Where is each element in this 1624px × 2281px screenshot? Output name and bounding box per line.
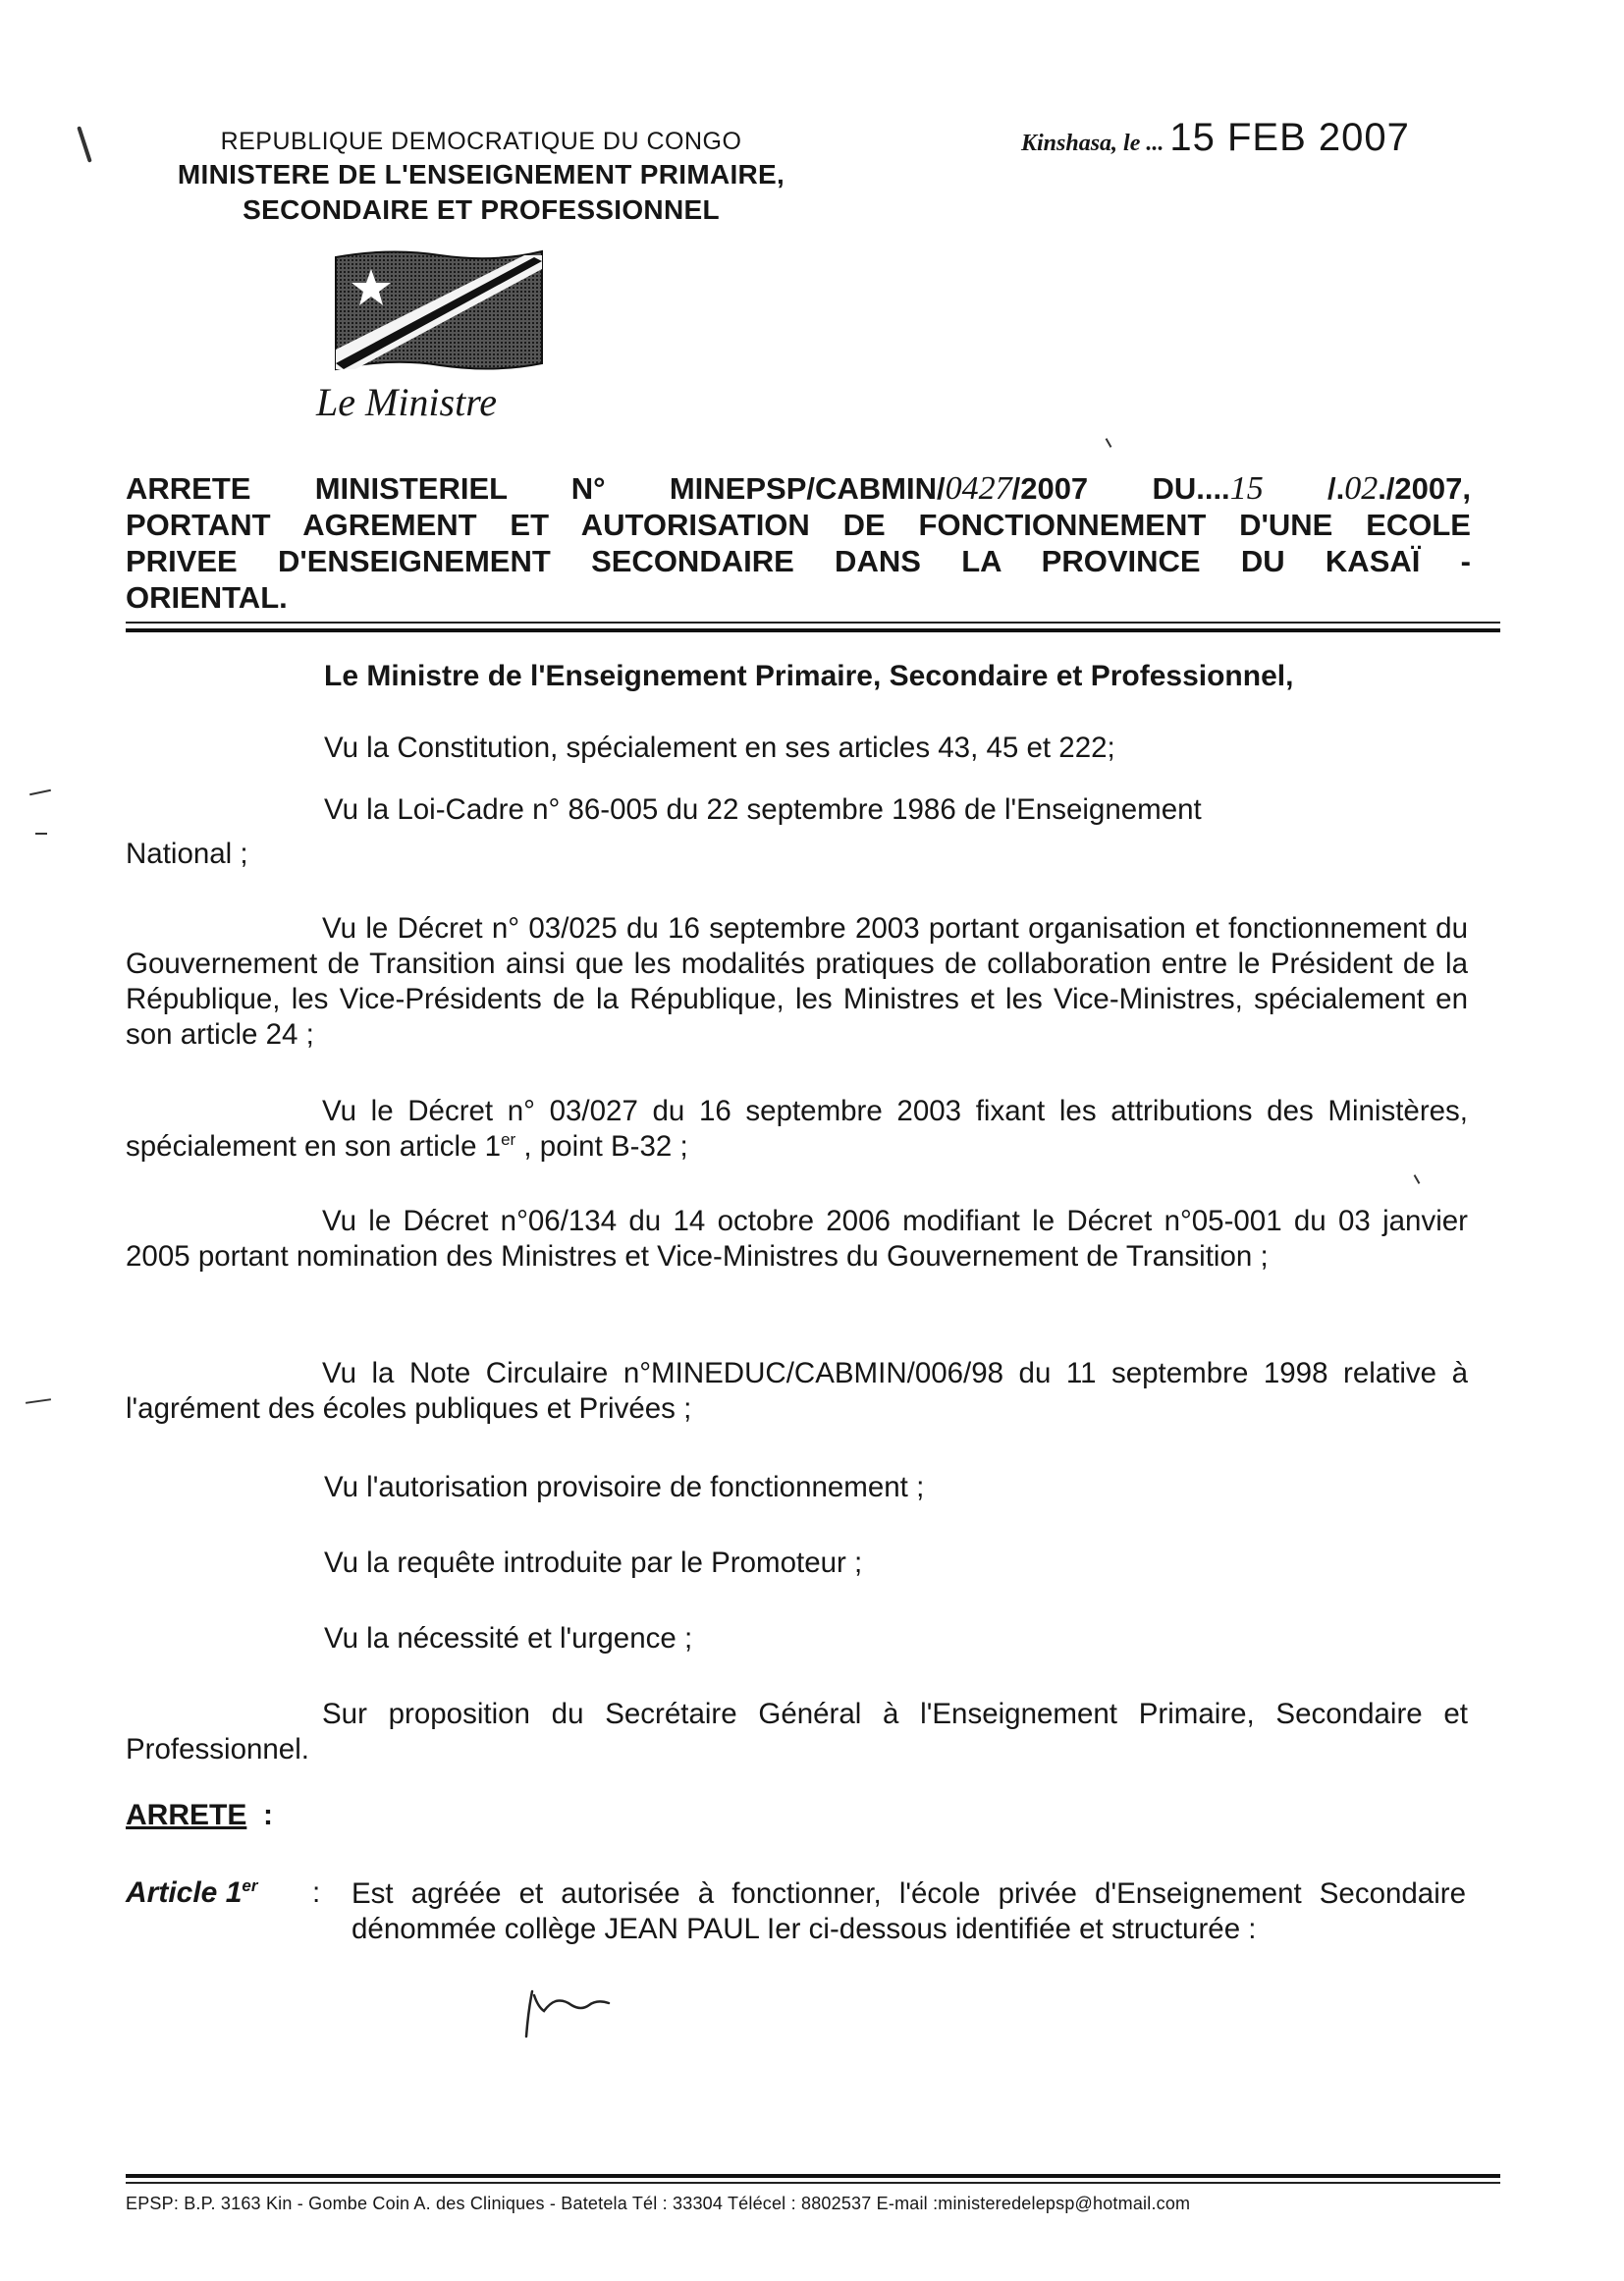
vu-constitution: Vu la Constitution, spécialement en ses articles 43, 45 et 222; bbox=[324, 732, 1115, 764]
arrete-heading: ARRETE bbox=[126, 1799, 247, 1831]
title-text: ARRETE MINISTERIEL N° MINEPSP/CABMIN/ bbox=[126, 471, 946, 506]
vu-decret-03-027 bbox=[126, 1094, 1468, 1165]
divider bbox=[126, 628, 1500, 632]
paragraph-text: Sur proposition du Secrétaire Général à l'Enseignement Primaire, Secondaire et Professionnel. bbox=[126, 1698, 1468, 1765]
ministry-name-line-1: MINISTERE DE L'ENSEIGNEMENT PRIMAIRE, bbox=[177, 159, 785, 190]
intro-heading: Le Ministre de l'Enseignement Primaire, Secondaire et Professionnel, bbox=[324, 660, 1294, 692]
footer-divider bbox=[126, 2174, 1500, 2178]
scan-mark bbox=[35, 833, 47, 835]
republic-name: REPUBLIQUE DEMOCRATIQUE DU CONGO bbox=[220, 128, 742, 155]
title-text: ./2007, bbox=[1378, 471, 1472, 506]
decree-title-line-4: ORIENTAL. bbox=[126, 580, 288, 615]
divider bbox=[126, 622, 1500, 624]
title-text: /. bbox=[1263, 471, 1345, 506]
dateline-prefix: Kinshasa, le bbox=[1021, 131, 1141, 156]
handwritten-decree-number: 0427 bbox=[945, 470, 1012, 507]
decree-title-line-3: PRIVEE D'ENSEIGNEMENT SECONDAIRE DANS LA PROVINCE DU KASAÏ - bbox=[126, 544, 1471, 578]
decree-title-line-1 bbox=[126, 471, 1471, 507]
vu-necessite: Vu la nécessité et l'urgence ; bbox=[324, 1622, 693, 1655]
handwritten-initials bbox=[520, 1982, 614, 2040]
scan-mark bbox=[1414, 1174, 1421, 1184]
flag-emblem bbox=[332, 247, 546, 373]
paragraph-text: , point B-32 ; bbox=[515, 1130, 688, 1163]
vu-loi-cadre: Vu la Loi-Cadre n° 86-005 du 22 septembre 1986 de l'Enseignement bbox=[324, 793, 1202, 826]
vu-requete: Vu la requête introduite par le Promoteur ; bbox=[324, 1547, 863, 1579]
arrete-colon: : bbox=[263, 1799, 273, 1831]
decree-title-line-2: PORTANT AGREMENT ET AUTORISATION DE FONCTIONNEMENT D'UNE ECOLE bbox=[126, 508, 1471, 542]
article-colon: : bbox=[312, 1876, 321, 1909]
superscript: er bbox=[501, 1130, 516, 1150]
title-text: /2007 DU.... bbox=[1011, 471, 1230, 506]
vu-decret-06-134 bbox=[126, 1204, 1468, 1275]
vu-autorisation: Vu l'autorisation provisoire de fonctionnement ; bbox=[324, 1471, 925, 1503]
footer-divider bbox=[126, 2182, 1500, 2184]
sur-proposition bbox=[126, 1697, 1468, 1767]
paragraph-text: Vu la Note Circulaire n°MINEDUC/CABMIN/006/98 du 11 septembre 1998 relative à l'agrément des écoles publiques et Privées ; bbox=[126, 1357, 1468, 1425]
date-stamp: 15 FEB 2007 bbox=[1169, 116, 1410, 159]
dateline-dots: ... bbox=[1146, 131, 1164, 156]
handwritten-month: 02 bbox=[1344, 470, 1379, 507]
scan-mark bbox=[1106, 438, 1112, 448]
dateline bbox=[1021, 116, 1410, 160]
vu-loi-cadre-continued: National ; bbox=[126, 838, 248, 870]
article-label-text: Article 1 bbox=[126, 1876, 243, 1909]
article-1-label bbox=[126, 1876, 257, 1910]
footer-contact: EPSP: B.P. 3163 Kin - Gombe Coin A. des Cliniques - Batetela Tél : 33304 Télécel : 8802537 E-mail :ministeredelepsp@hotmail.com bbox=[126, 2194, 1191, 2213]
superscript: er bbox=[242, 1876, 258, 1895]
minister-signature-title: Le Ministre bbox=[316, 380, 498, 424]
ministry-name-line-2: SECONDAIRE ET PROFESSIONNEL bbox=[243, 194, 720, 225]
vu-decret-03-025 bbox=[126, 911, 1468, 1053]
scan-mark bbox=[29, 789, 51, 796]
handwritten-day: 15 bbox=[1229, 470, 1264, 507]
paragraph-text: Vu le Décret n°06/134 du 14 octobre 2006 modifiant le Décret n°05-001 du 03 janvier 2005 portant nomination des Ministres et Vice-Ministres du Gouvernement de Transition ; bbox=[126, 1205, 1468, 1273]
article-1-text: Est agréée et autorisée à fonctionner, l'école privée d'Enseignement Secondaire dénommée collège JEAN PAUL Ier ci-dessous identifiée et structurée : bbox=[352, 1877, 1466, 1945]
paragraph-text: Vu le Décret n° 03/027 du 16 septembre 2003 fixant les attributions des Ministères, spécialement en son article 1 bbox=[126, 1095, 1468, 1163]
scan-mark bbox=[26, 1398, 51, 1404]
paragraph-text: Vu le Décret n° 03/025 du 16 septembre 2003 portant organisation et fonctionnement du Gouvernement de Transition ainsi que les modalités pratiques de collaboration entre le Président de la République, les Vice-Présidents de la République, les Ministres et les Vice-Ministres, spécialement en son article 24 ; bbox=[126, 912, 1468, 1051]
vu-note-circulaire bbox=[126, 1356, 1468, 1427]
